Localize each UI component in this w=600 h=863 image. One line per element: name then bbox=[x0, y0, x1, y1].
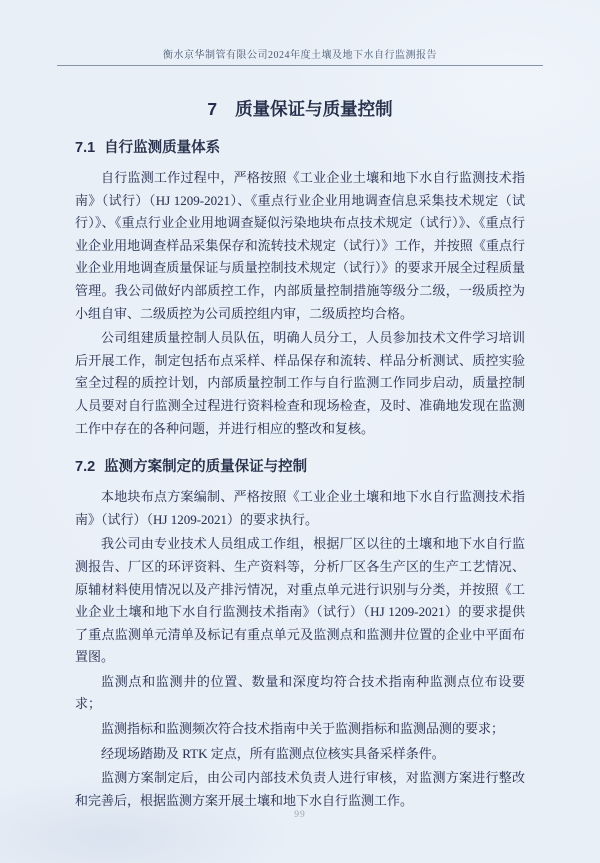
paragraph: 监测指标和监测频次符合技术指南中关于监测指标和监测品测的要求； bbox=[101, 721, 505, 737]
chapter-title bbox=[0, 96, 600, 121]
section-number: 7.1 bbox=[75, 140, 96, 156]
chapter-title-text: 质量保证与质量控制 bbox=[235, 99, 393, 119]
section-heading-7-1 bbox=[75, 136, 525, 157]
section-heading-7-2 bbox=[75, 455, 525, 476]
paragraph: 经现场踏勘及 RTK 定点，所有监测点位核实具备采样条件。 bbox=[101, 745, 445, 761]
header-divider bbox=[57, 65, 543, 66]
paragraph: 监测方案制定后，由公司内部技术负责人进行审核，对监测方案进行整改和完善后，根据监测方案开展土壤和地下水自行监测工作。 bbox=[75, 770, 525, 808]
chapter-number: 7 bbox=[207, 99, 218, 119]
page-number: 99 bbox=[294, 810, 306, 820]
page-content bbox=[0, 136, 600, 812]
paragraph: 自行监测工作过程中，严格按照《工业企业土壤和地下水自行监测技术指南》（试行）（HJ 1209-2021）、《重点行业企业用地调查信息采集技术规定（试行）》、《重点行业企业用地调查疑似污染地块布点技术规定（试行）》、《重点行业企业用地调查样品采集保存和流转技术规定（试行）》工作，并按照《重点行业企业用地调查质量保证与质量控制技术规定（试行）》的要求开展全过程质量管理。我公司做好内部质控工作，内部质量控制措施等级分二级，一级质控为小组自审、二级质控为公司质控组内审，二级质控均合格。 bbox=[75, 170, 525, 321]
paragraph: 公司组建质量控制人员队伍，明确人员分工，人员参加技术文件学习培训后开展工作，制定包括布点采样、样品保存和流转、样品分析测试、质控实验室全过程的质控计划，内部质量控制工作与自行监测工作同步启动，质量控制人员要对自行监测全过程进行资料检查和现场检查，及时、准确地发现在监测工作中存在的各种问题，并进行相应的整改和复核。 bbox=[75, 330, 525, 436]
section-number: 7.2 bbox=[75, 459, 96, 476]
report-title-running-head: 衡水京华制管有限公司2024年度土壤及地下水自行监测报告 bbox=[163, 50, 437, 61]
section-heading-text: 自行监测质量体系 bbox=[104, 140, 221, 156]
section-heading-text: 监测方案制定的质量保证与控制 bbox=[104, 459, 308, 476]
page-header bbox=[0, 0, 600, 61]
paragraph: 本地块布点方案编制、严格按照《工业企业土壤和地下水自行监测技术指南》（试行）（HJ 1209-2021）的要求执行。 bbox=[75, 489, 525, 527]
paragraph: 监测点和监测井的位置、数量和深度均符合技术指南种监测点位布设要求； bbox=[75, 673, 525, 712]
paragraph: 我公司由专业技术人员组成工作组，根据厂区以往的土壤和地下水自行监测报告、厂区的环评资料、生产资料等，分析厂区各生产区的生产工艺情况、原辅材料使用情况以及产排污情况，对重点单元进行识别与分类，并按照《工业企业土壤和地下水自行监测技术指南》（试行）（HJ 1209-2021）的要求提供了重点监测单元清单及标记有重点单元及监测点和监测井位置的企业中平面布置图。 bbox=[75, 536, 525, 665]
